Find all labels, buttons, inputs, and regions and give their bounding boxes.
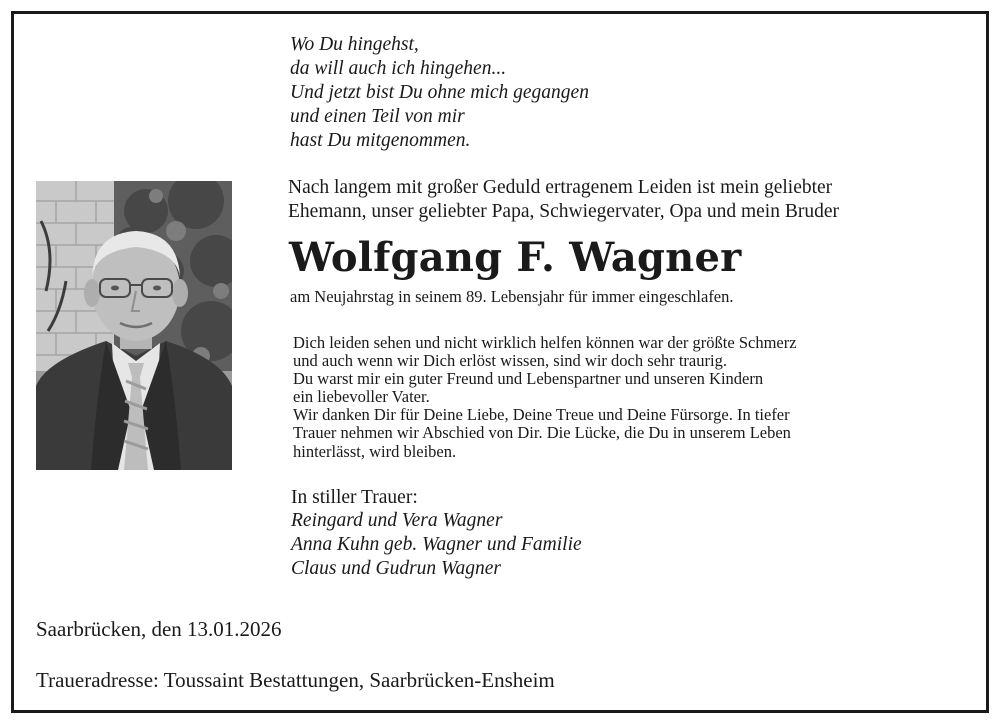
- tribute-text: Dich leiden sehen und nicht wirklich helfen können war der größte Schmerz und auch wenn wir Dich erlöst wissen, sind wir doch sehr traurig. Du warst mir ein guter Freund und Lebenspartner und unseren Kindern ein liebevoller Vater. Wir danken Dir für Deine Liebe, Deine Treue und Deine Fürsorge. In tiefer Trauer nehmen wir Abschied von Dir. Die Lücke, die Du in unserem Leben hinterlässt, wird bleiben.: [293, 333, 797, 461]
- place-date: Saarbrücken, den 13.01.2026: [36, 617, 282, 641]
- portrait-illustration: [36, 181, 232, 470]
- intro-text: Nach langem mit großer Geduld ertragenem Leiden ist mein geliebter Ehemann, unser geliebter Papa, Schwiegervater, Opa und mein Bruder: [288, 177, 839, 222]
- portrait-photo: [36, 181, 232, 470]
- funeral-address: Traueradresse: Toussaint Bestattungen, Saarbrücken-Ensheim: [36, 668, 555, 692]
- mourning-label: In stiller Trauer:: [291, 487, 418, 508]
- deceased-name: Wolfgang F. Wagner: [289, 234, 742, 281]
- death-line: am Neujahrstag in seinem 89. Lebensjahr für immer eingeschlafen.: [290, 287, 734, 306]
- mourners-list: Reingard und Vera Wagner Anna Kuhn geb. Wagner und Familie Claus und Gudrun Wagner: [291, 510, 582, 579]
- poem-verse: Wo Du hingehst, da will auch ich hingehen... Und jetzt bist Du ohne mich gegangen und einen Teil von mir hast Du mitgenommen.: [290, 34, 589, 151]
